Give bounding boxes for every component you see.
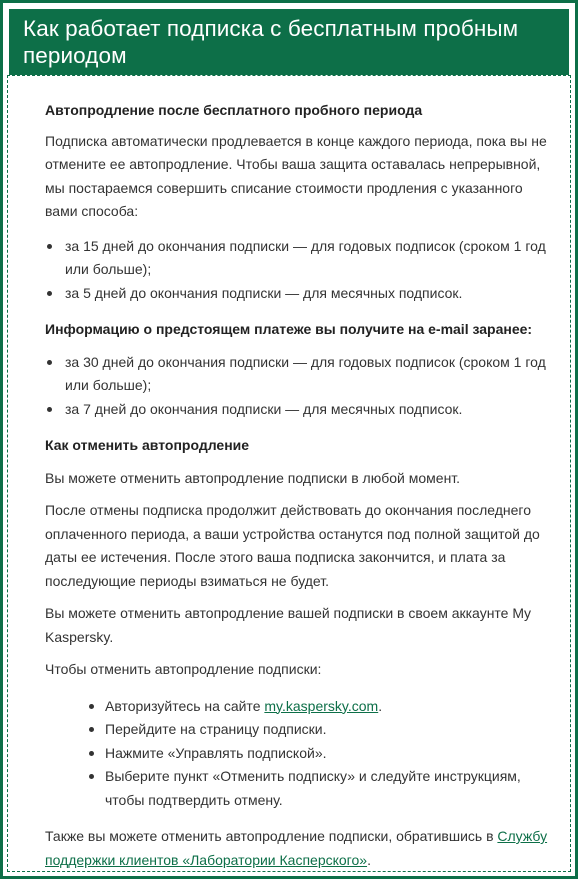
section-heading-cancel: Как отменить автопродление: [45, 437, 250, 453]
support-paragraph: [45, 825, 559, 872]
step-1-suffix: .: [378, 697, 383, 714]
cancel-paragraph-1: Вы можете отменить автопродление подписки в любой момент.: [45, 469, 461, 486]
list-item: [45, 695, 559, 719]
section-heading-notice: Информацию о предстоящем платеже вы получите на e-mail заранее:: [45, 321, 533, 337]
autorenew-list: [45, 235, 559, 306]
cancel-paragraph-2: После отмены подписка продолжит действовать до окончания последнего оплаченного периода, а ваши устройства останутся под полной защитой до даты ее истечения. После этого ваша подписка закончится, и плата за последующие периоды взиматься не будет.: [45, 502, 540, 589]
cancel-steps-list: [45, 695, 559, 813]
support-suffix: .: [367, 851, 371, 868]
my-kaspersky-link[interactable]: my.kaspersky.com: [264, 697, 379, 714]
notice-list: [45, 351, 559, 422]
support-link[interactable]: Службу поддержки клиентов «Лаборатории Касперского»: [45, 828, 548, 868]
page-title: Как работает подписка с бесплатным пробным периодом: [23, 16, 519, 68]
list-item: Выберите пункт «Отменить подписку» и следуйте инструкциям, чтобы подтвердить отмену.: [45, 765, 559, 812]
list-item: за 15 дней до окончания подписки — для годовых подписок (сроком 1 год или больше);: [45, 235, 559, 282]
autorenew-paragraph: Подписка автоматически продлевается в конце каждого периода, пока вы не отмените ее автопродление. Чтобы ваша защита оставалась непрерывной, мы постараемся совершить списание стоимости продления с указанного вами способа:: [45, 132, 547, 219]
list-item: Перейдите на страницу подписки.: [45, 718, 559, 742]
support-text: Также вы можете отменить автопродление подписки, обратившись в: [45, 828, 498, 844]
step-1-text: Авторизуйтесь на сайте: [105, 697, 265, 714]
section-heading-autorenew: Автопродление после бесплатного пробного периода: [45, 102, 423, 118]
cancel-paragraph-4: Чтобы отменить автопродление подписки:: [45, 661, 322, 677]
list-item: за 30 дней до окончания подписки — для годовых подписок (сроком 1 год или больше);: [45, 351, 559, 398]
title-bar: [9, 9, 569, 75]
article-body: [45, 99, 559, 872]
list-item: Нажмите «Управлять подпиской».: [45, 742, 559, 766]
list-item: за 7 дней до окончания подписки — для месячных подписок.: [45, 398, 559, 422]
cancel-paragraph-3: Вы можете отменить автопродление вашей подписки в своем аккаунте My Kaspersky.: [45, 605, 532, 645]
list-item: за 5 дней до окончания подписки — для месячных подписок.: [45, 282, 559, 306]
